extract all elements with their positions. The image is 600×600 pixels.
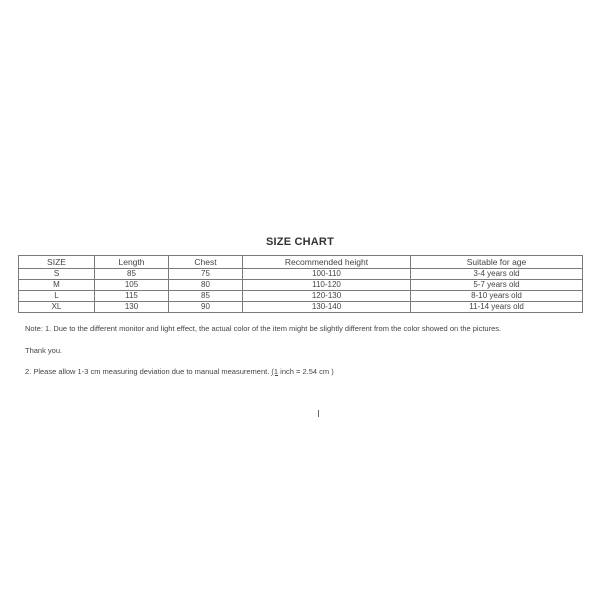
cell-age: 8-10 years old: [411, 291, 583, 302]
cell-chest: 75: [169, 269, 243, 280]
size-chart-title: SIZE CHART: [266, 236, 334, 248]
size-chart-table: [18, 255, 583, 313]
table-row: [19, 269, 583, 280]
text-cursor-mark: [318, 410, 319, 417]
column-header-chest: Chest: [169, 256, 243, 269]
cell-age: 3-4 years old: [411, 269, 583, 280]
column-header-suitable-age: Suitable for age: [411, 256, 583, 269]
cell-size: L: [19, 291, 95, 302]
cell-chest: 90: [169, 302, 243, 313]
table-header-row: [19, 256, 583, 269]
cell-length: 115: [95, 291, 169, 302]
cell-age: 11-14 years old: [411, 302, 583, 313]
cell-height: 130-140: [243, 302, 411, 313]
table-row: [19, 280, 583, 291]
measurement-note-text: 2. Please allow 1-3 cm measuring deviation due to manual measurement.: [25, 367, 270, 376]
table-row: [19, 302, 583, 313]
column-header-size: SIZE: [19, 256, 95, 269]
column-header-length: Length: [95, 256, 169, 269]
cell-length: 85: [95, 269, 169, 280]
cell-chest: 85: [169, 291, 243, 302]
measurement-note-conversion: inch = 2.54 cm ): [278, 367, 334, 376]
cell-age: 5-7 years old: [411, 280, 583, 291]
measurement-deviation-note: [25, 367, 334, 376]
cell-size: S: [19, 269, 95, 280]
column-header-recommended-height: Recommended height: [243, 256, 411, 269]
cell-chest: 80: [169, 280, 243, 291]
cell-size: M: [19, 280, 95, 291]
cell-height: 110-120: [243, 280, 411, 291]
table-row: [19, 291, 583, 302]
color-difference-note: Note: 1. Due to the different monitor and light effect, the actual color of the item might be slightly different from the color showed on the pictures.: [25, 324, 502, 333]
thank-you-note: Thank you.: [25, 346, 63, 355]
measurement-note-underlined: (1: [271, 367, 279, 376]
cell-size: XL: [19, 302, 95, 313]
cell-height: 120-130: [243, 291, 411, 302]
cell-height: 100-110: [243, 269, 411, 280]
cell-length: 130: [95, 302, 169, 313]
cell-length: 105: [95, 280, 169, 291]
